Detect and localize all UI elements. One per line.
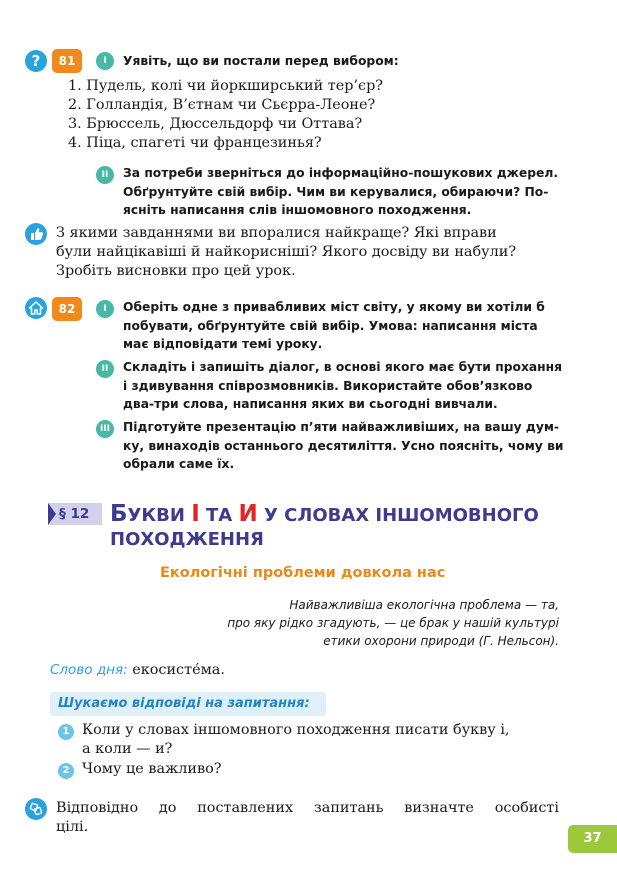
chevron-icon [48,503,56,525]
text-line: ку, винаходів останнього десятиліття. Усно поясніть, чому ви [123,438,564,453]
text-line: Обґрунтуйте свій вибір. Чим ви керувалися, обираючи? По- [123,184,549,199]
level-II-icon: II [96,360,114,378]
title-part: УКВИ [127,505,185,526]
text-line: а коли — и? [82,741,173,757]
level-I-icon: I [96,52,114,70]
search-answers-banner: Шукаємо відповіді на запитання: [50,692,326,716]
text-line: обрали саме їх. [123,457,235,471]
epigraph [227,596,559,650]
section-subtitle: Екологічні проблеми довкола нас [160,565,446,581]
question-2-text [82,760,222,779]
question-number-1: 1 [58,724,74,740]
final-task-text [56,799,559,818]
title-letter-y: И [238,501,258,527]
list-item: 4. Піца, спагеті чи францезинья? [68,135,322,151]
text-line: Чому це важливо? [82,761,222,777]
text-line: про яку рідко згадують, — це брак у нашій культурі [227,616,559,630]
task81-part2-text [123,164,558,220]
title-part: У СЛОВАХ ІНШОМОВНОГО [257,505,539,526]
question-icon: ? [25,50,47,72]
title-letter-i: І [191,501,200,527]
goals-icon [25,798,47,820]
question-number-2: 2 [58,763,74,779]
task81-list [68,77,383,153]
text-line: етики охорони природи (Г. Нельсон). [323,634,559,648]
section-title-line2: ПОХОДЖЕННЯ [110,529,264,550]
exercise-number-81: 81 [52,49,82,73]
home-icon [25,297,47,319]
task82-part1-text [123,298,545,354]
text-line: Оберіть одне з привабливих міст світу, у якому ви хотіли б [123,300,545,314]
level-II-icon: II [96,166,114,184]
title-part: Б [110,501,128,527]
final-task-text-line2: цілі. [56,819,89,835]
word-of-day-value: екосисте́ма. [127,662,225,678]
text-line: ясніть написання слів іншомовного походження. [123,203,472,217]
text-line: За потреби зверніться до інформаційно-пошукових джерел. [123,166,559,180]
section-number: § 12 [59,506,90,522]
title-part: ТА [199,505,239,526]
level-I-icon: I [96,300,114,318]
text-line: і здивування співрозмовників. Використайте обов’язково [123,378,533,393]
task81-prompt: Уявіть, що ви постали перед вибором: [123,54,399,68]
list-item: 1. Пудель, колі чи йоркширський тер’єр? [68,78,384,94]
text-line: Складіть і запишіть діалог, в основі якого має бути прохання [123,360,563,374]
page-number: 37 [568,825,617,853]
question-1-text [82,721,510,759]
word-of-day [50,662,225,678]
section-number-tag [48,503,102,525]
word-of-day-label: Слово дня: [50,662,128,678]
task82-part2-text [123,358,562,414]
text-line: Відповідно до поставлених запитань визначте особисті [56,800,559,816]
section-title [110,501,539,529]
text-line: були найцікавіші й найкорисніші? Якого досвіду ви набули? [56,244,517,260]
reflection-text [56,224,516,281]
list-item: 2. Голландія, В’єтнам чи Сьєрра-Леоне? [68,97,376,113]
text-line: два-три слова, написання яких ви сьогодні вивчали. [123,397,498,411]
text-line: Коли у словах іншомовного походження писати букву і, [82,722,510,738]
list-item: 3. Брюссель, Дюссельдорф чи Оттава? [68,116,363,132]
level-III-icon: III [96,420,114,438]
text-line: Найважливіша екологічна проблема — та, [289,598,559,612]
thumbs-up-icon [25,223,47,245]
text-line: З якими завданнями ви впоралися найкраще? Які вправи [56,225,497,241]
text-line: побувати, обґрунтуйте свій вибір. Умова: написання міста [123,318,538,333]
text-line: має відповідати темі уроку. [123,337,323,351]
text-line: Зробіть висновки про цей урок. [56,263,296,279]
task82-part3-text [123,418,563,474]
exercise-number-82: 82 [52,297,82,321]
text-line: Підготуйте презентацію п’яти найважливіших, на вашу дум- [123,420,560,434]
